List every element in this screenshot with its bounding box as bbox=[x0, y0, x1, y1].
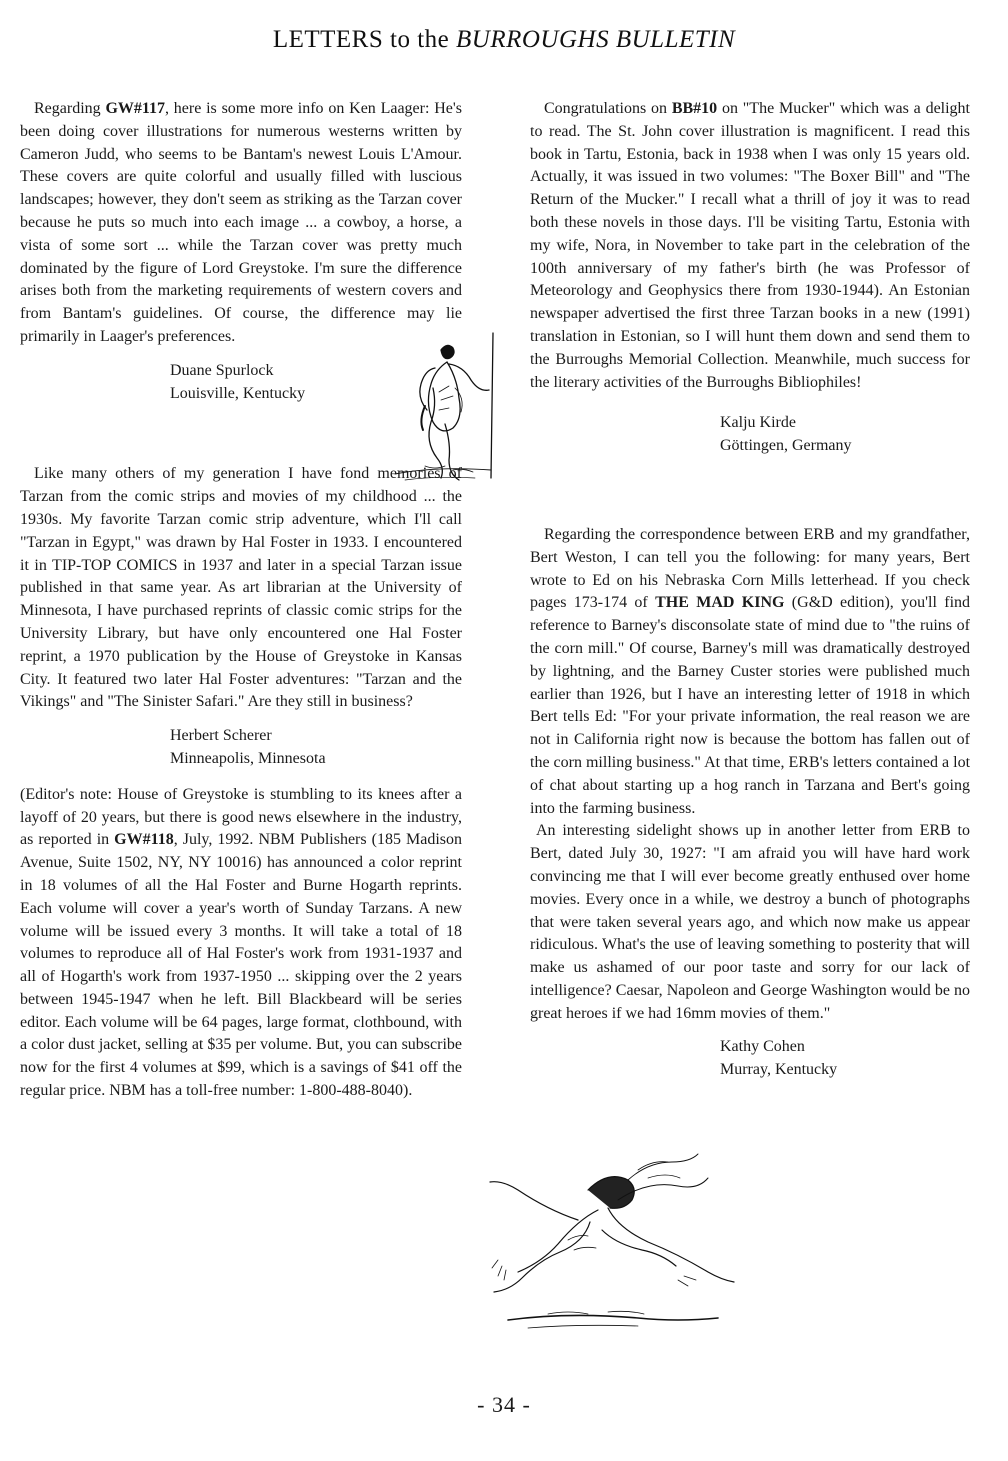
issue-ref: GW#118 bbox=[114, 831, 174, 849]
tarzan-standing-illustration bbox=[385, 328, 500, 488]
tarzan-leaping-illustration bbox=[478, 1150, 743, 1340]
left-column bbox=[20, 98, 462, 1103]
issue-ref: GW#117 bbox=[105, 100, 165, 117]
signature bbox=[720, 412, 970, 458]
letter-body bbox=[530, 98, 970, 394]
signature-name: Kathy Cohen bbox=[720, 1038, 805, 1056]
letter-part2: (G&D edition), you'll find reference to Barney's disconsolate state of mind due to "the ruins of the corn mill." Of course, Barney's mill was dramatically destroyed by lightning, and the Barney Custer stories were published much earlier than 1926, but I have an interesting letter of 1918 in which Bert tells Ed: "For your private information, the real reason we are not in California right now is because the bottom has fallen out of the corn milling business." At that time, ERB's letters contained a lot of chat about starting up a hog ranch in Tarzana and Bert's going into the farming business. bbox=[530, 594, 971, 817]
page-title bbox=[0, 26, 1008, 54]
letter-part1: Regarding the correspondence between ERB and my grandfather, Bert Weston, I can tell you the following: for many years, Bert wrote to Ed on his Nebraska Corn Mills letterhead. If you check pages 173-174 of bbox=[530, 525, 970, 612]
signature-name: Duane Spurlock bbox=[170, 361, 274, 379]
signature-name: Kalju Kirde bbox=[720, 414, 796, 432]
editor-note-part1: (Editor's note: House of Greystoke is stumbling to its knees after a layoff of 20 years, but there is good news elsewhere in the industry, as reported in bbox=[20, 785, 462, 849]
letter-body bbox=[530, 524, 970, 820]
letter-text: , here is some more info on Ken Laager: He's been doing cover illustrations for numerous westerns written by Cameron Judd, who seems to be Bantam's newest Louis L'Amour. These covers are quite colorful and usually filled with luscious landscapes; however, they don't seem as striking as the Tarzan cover because he puts so much into each image ... a cowboy, a horse, a vista of some sort ... while the Tarzan cover was pretty much dominated by the figure of Lord Greystoke. I'm sure the difference arises both from the marketing requirements of western covers and from Bantam's guidelines. Of course, the difference may lie primarily in Laager's preferences. bbox=[20, 100, 462, 345]
right-column bbox=[530, 98, 970, 1082]
editor-note-body bbox=[20, 784, 462, 1103]
signature-place: Murray, Kentucky bbox=[720, 1061, 838, 1079]
signature bbox=[720, 1036, 970, 1082]
signature bbox=[170, 725, 462, 771]
letter-text: on "The Mucker" which was a delight to read. The St. John cover illustration is magnificent. I read this book in Tartu, Estonia, back in 1938 when I was only 15 years old. Actually, it was issued in two volumes: "The Boxer Bill" and "The Return of the Mucker." I recall what a thrill of joy it was to read both these novels in those days. I'll be visiting Tartu, Estonia with my wife, Nora, in November to take part in the celebration of the 100th anniversary of my father's birth (he was Professor of Meteorology and Geophysics there from 1930-1944). An Estonian newspaper advertised the first three Tarzan books in a new (1991) translation in Estonian, so I will hunt them down and send them to the Burroughs Memorial Collection. Meanwhile, much success for the literary activities of the Burroughs Bibliophiles! bbox=[530, 100, 971, 391]
book-title: THE MAD KING bbox=[655, 594, 785, 612]
page-number: - 34 - bbox=[477, 1392, 531, 1417]
issue-ref: BB#10 bbox=[671, 100, 718, 117]
signature-place: Minneapolis, Minnesota bbox=[170, 749, 326, 767]
letter-lead: Regarding bbox=[34, 100, 106, 117]
title-prefix: LETTERS to the bbox=[272, 26, 456, 53]
editor-note-part2: , July, 1992. NBM Publishers (185 Madison Avenue, Suite 1502, NY, NY 10016) has announced a color reprint in 18 volumes of all the Hal Foster and Burne Hogarth reprints. Each volume will cover a year's worth of Sunday Tarzans. A new volume will be issued every 3 months. It will take a total of 18 volumes to reproduce all of Hal Foster's work from 1931-1937 and all of Hogarth's work from 1937-1950 ... skipping over the 2 years between 1945-1947 when he left. Bill Blackbeard will be series editor. Each volume will be 64 pages, large format, clothbound, with a color dust jacket, selling at $35 per volume. But, you can subscribe now for the first 4 volumes at $99, which is a savings of $41 off the regular price. NBM has a toll-free number: 1-800-488-8040). bbox=[20, 831, 462, 1100]
letter-cohen bbox=[530, 524, 970, 1082]
letter-lead: Congratulations on bbox=[544, 100, 672, 117]
signature-place: Louisville, Kentucky bbox=[170, 384, 306, 402]
letter-paragraph-2: An interesting sidelight shows up in another letter from ERB to Bert, dated July 30, 1927: "I am afraid you will have hard work convincing me that I will ever become greatly enthused over home movies. Every once in a while, we destroy a bunch of photographs that were taken several years ago, and which now make us appear ridiculous. What's the use of leaving something to posterity that will make us ashamed of our poor taste and sorry for our lack of intelligence? Caesar, Napoleon and George Washington would be no great heroes if we had 16mm movies of them." bbox=[530, 822, 970, 1022]
signature-place: Göttingen, Germany bbox=[720, 437, 852, 455]
title-italic: BURROUGHS BULLETIN bbox=[456, 26, 736, 53]
letter-body bbox=[20, 98, 462, 349]
letter-body: Like many others of my generation I have fond memories of Tarzan from the comic strips and movies of my childhood ... the 1930s. My favorite Tarzan comic strip adventure, which I'll call "Tarzan in Egypt," was drawn by Hal Foster in 1933. I encountered it in TIP-TOP COMICS in 1937 and later in a special Tarzan issue published in that same year. As art librarian at the University of Minnesota, I have purchased reprints of classic comic strips for the University Library, but have only encountered one Hal Foster reprint, a 1970 publication by the House of Greystoke in Kansas City. It featured two later Hal Foster adventures: "Tarzan and the Vikings" and "The Sinister Safari." Are they still in business? bbox=[20, 465, 462, 711]
letter-kirde bbox=[530, 98, 970, 458]
letter-scherer bbox=[20, 463, 462, 770]
signature-name: Herbert Scherer bbox=[170, 727, 272, 745]
editor-note bbox=[20, 784, 462, 1103]
